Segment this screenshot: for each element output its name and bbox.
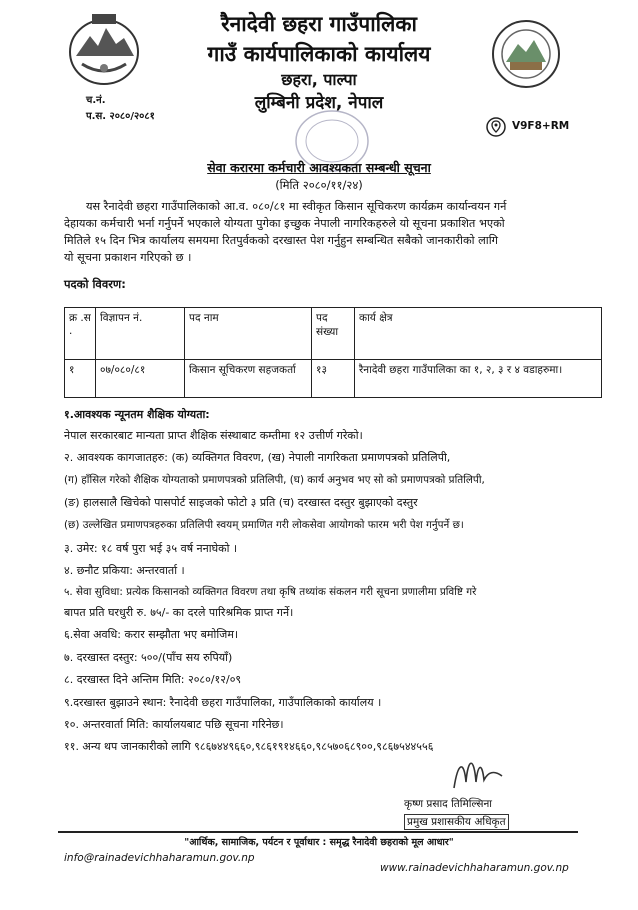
cell-post-name: किसान सूचिकरण सहजकर्ता	[185, 360, 312, 398]
col-post-name: पद नाम	[185, 308, 312, 360]
paragraph-line: मितिले १५ दिन भित्र कार्यालय समयमा रितपुर्वकको दरखास्त पेश गर्नुहुन सम्बन्धित सबैको जानकारीको लागि	[64, 234, 499, 247]
signatory-name: कृष्ण प्रसाद तिमिल्सिना	[404, 798, 493, 810]
notice-date: (मिति २०८०/११/२४)	[275, 178, 363, 192]
footer-slogan: "आर्थिक, सामाजिक, पर्यटन र पूर्वाधार : समृद्ध रैनादेवी छहराको मूल आधार"	[184, 837, 454, 848]
col-post-count: पद संख्या	[312, 308, 355, 360]
item-interview-date: १०. अन्तरवार्ता मिति: कार्यालयबाट पछि सूचना गरिनेछ।	[64, 718, 284, 731]
paragraph-line: यो सूचना प्रकाशन गरिएको छ ।	[64, 251, 192, 264]
office-name-line1: रैनादेवी छहरा गाउँपालिका	[221, 12, 417, 36]
item-qualification: नेपाल सरकारबाट मान्यता प्राप्त शैक्षिक संस्थाबाट कम्तीमा १२ उत्तीर्ण गरेको।	[64, 429, 363, 442]
col-ad-number: विज्ञापन नं.	[96, 308, 185, 360]
handwritten-signature	[448, 752, 508, 796]
item-age: ३. उमेर: १८ वर्ष पुरा भई ३५ वर्ष ननाघेको ।	[64, 542, 238, 555]
cell-work-area: रैनादेवी छहरा गाउँपालिका का १, २, ३ र ४ वडाहरुमा।	[355, 360, 602, 398]
plus-code: V9F8+RM	[512, 120, 570, 132]
notice-title: सेवा करारमा कर्मचारी आवश्यकता सम्बन्धी सूचना	[207, 160, 431, 175]
office-address-line3: छहरा, पाल्पा	[281, 70, 357, 89]
item-documents: २. आवश्यक कागजातहरु: (क) व्यक्तिगत विवरण, (ख) नेपाली नागरिकता प्रमाणपत्रको प्रतिलिपी,	[64, 451, 451, 464]
cell-post-count: १३	[312, 360, 355, 398]
item-facility: ५. सेवा सुविधा: प्रत्येक किसानको व्यक्तिगत विवरण तथा कृषि तथ्यांक संकलन गरी सूचना प्रणालीमा प्रविष्टि गरे	[64, 586, 477, 598]
location-pin-icon	[486, 117, 506, 137]
footer-email[interactable]: info@rainadevichhaharamun.gov.np	[64, 852, 255, 864]
col-serial: क्र .स .	[65, 308, 96, 360]
paragraph-line: यस रैनादेवी छहरा गाउँपालिकाको आ.व. ०८०/८१ मा स्वीकृत किसान सूचिकरण कार्यक्रम कार्यान्वयन गर्न	[86, 200, 507, 213]
details-heading: पदको विवरण:	[64, 277, 126, 291]
cell-ad-number: ०७/०८०/८१	[96, 360, 185, 398]
ref-number: च.नं.	[86, 95, 106, 106]
table-row	[65, 360, 602, 398]
fiscal-year-ref: प.स. २०८०/२०८१	[86, 111, 155, 122]
office-address-line4: लुम्बिनी प्रदेश, नेपाल	[254, 93, 384, 113]
cell-serial: १	[65, 360, 96, 398]
item-documents-2: (ग) हाँसिल गरेको शैक्षिक योग्यताको प्रमाणपत्रको प्रतिलिपी, (घ) कार्य अनुभव भए सो को प्रमाणपत्रको प्रतिलिपी,	[64, 474, 485, 486]
item-fee: ७. दरखास्त दस्तुर: ५००/(पाँच सय रुपियाँ)	[64, 651, 233, 664]
footer-rule	[58, 831, 578, 833]
item-submit-place: ९.दरखास्त बुझाउने स्थान: रैनादेवी छहरा गाउँपालिका, गाउँपालिकाको कार्यालय ।	[64, 696, 382, 709]
col-work-area: कार्य क्षेत्र	[355, 308, 602, 360]
item-documents-3: (ङ) हालसालै खिचेको पासपोर्ट साइजको फोटो ३ प्रति (च) दरखास्त दस्तुर बुझाएको दस्तुर	[64, 496, 418, 509]
item-duration: ६.सेवा अवधि: करार सम्झौता भए बमोजिम।	[64, 628, 239, 641]
notice-paragraph	[64, 198, 604, 266]
paragraph-line: देहायका कर्मचारी भर्ना गर्नुपर्ने भएकाले योग्यता पुगेका इच्छुक नेपाली नागरिकहरुले यो सूचना प्रकाशित भएको	[64, 217, 505, 230]
item-facility-2: बापत प्रति घरधुरी रु. ७५/- का दरले पारिश्रमिक प्राप्त गर्ने।	[64, 606, 294, 619]
office-name-line2: गाउँ कार्यपालिकाको कार्यालय	[207, 42, 431, 66]
item-qualification-heading: १.आवश्यक न्यूनतम शैक्षिक योग्यता:	[64, 408, 210, 421]
item-documents-4: (छ) उल्लेखित प्रमाणपत्रहरुका प्रतिलिपी स्वयम् प्रमाणित गरी लोकसेवा आयोगको फारम भरी पेश गर्नुपर्ने छ।	[64, 519, 464, 531]
table-header-row	[65, 308, 602, 360]
footer-website[interactable]: www.rainadevichhaharamun.gov.np	[380, 862, 569, 874]
signatory-title: प्रमुख प्रशासकीय अधिकृत	[404, 814, 509, 830]
item-selection: ४. छनौट प्रकिया: अन्तरवार्ता ।	[64, 564, 185, 577]
item-contact: ११. अन्य थप जानकारीको लागि ९८६७४४९६६०,९८६१९१४६६०,९८५७०६८९००,९८६७५४४५५६	[64, 740, 434, 753]
post-details-table	[64, 307, 602, 398]
item-deadline: ८. दरखास्त दिने अन्तिम मिति: २०८०/१२/०९	[64, 673, 242, 686]
